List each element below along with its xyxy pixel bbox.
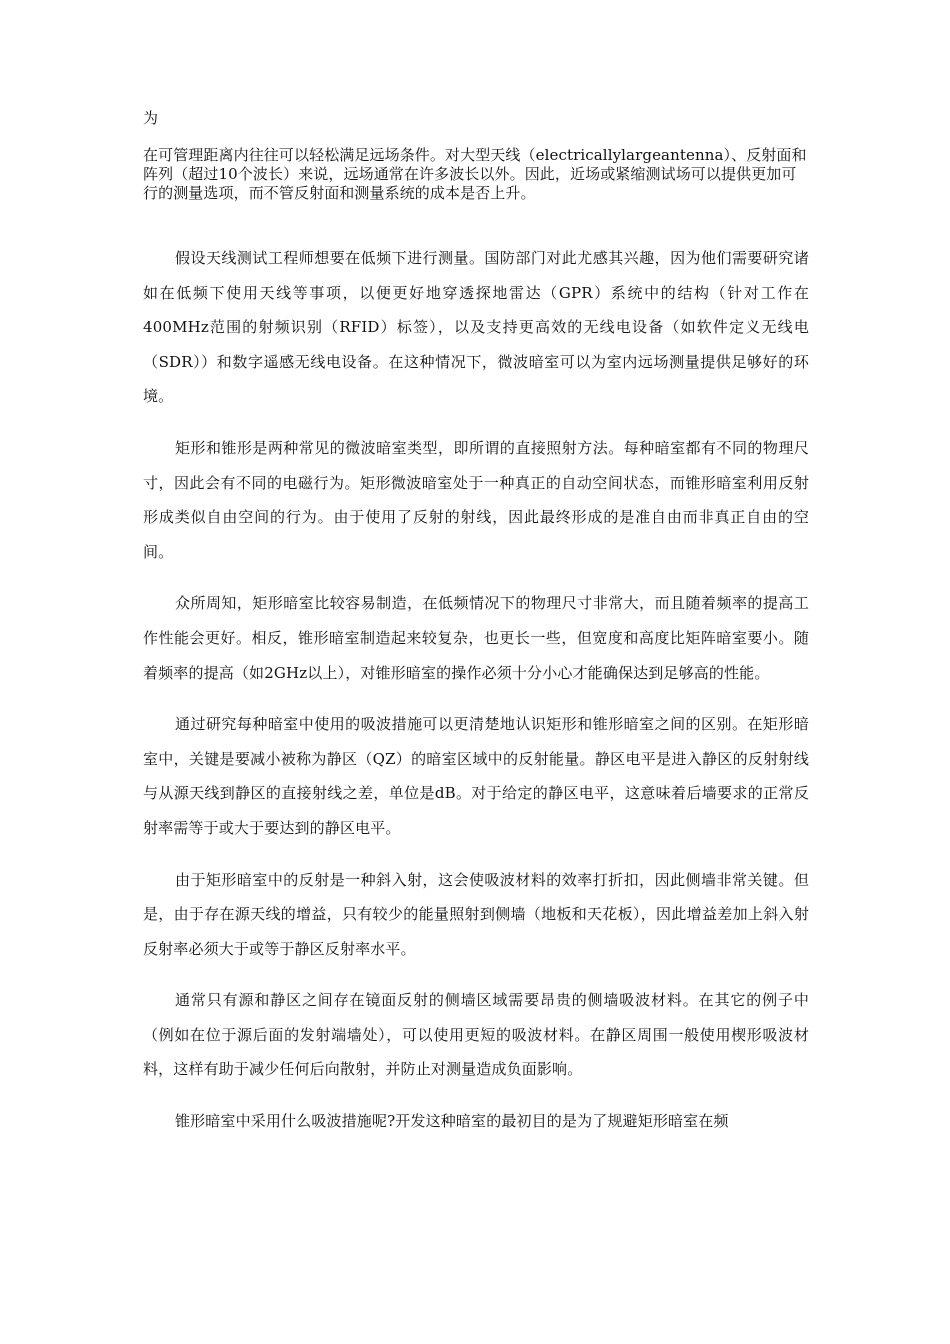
paragraph-chamber-types: 矩形和锥形是两种常见的微波暗室类型，即所谓的直接照射方法。每种暗室都有不同的物理尺寸，因此会有不同的电磁行为。矩形微波暗室处于一种真正的自动空间状态，而锥形暗室利用反射形成类似自由空间的行为。由于使用了反射的射线，因此最终形成的是准自由而非真正自由的空间。 xyxy=(143,438,809,561)
paragraph-side-walls: 由于矩形暗室中的反射是一种斜入射，这会使吸波材料的效率打折扣，因此侧墙非常关键。但是，由于存在源天线的增益，只有较少的能量照射到侧墙（地板和天花板），因此增益差加上斜入射反射率必须大于或等于静区反射率水平。 xyxy=(143,870,809,958)
paragraph-absorber-measures: 通过研究每种暗室中使用的吸波措施可以更清楚地认识矩形和锥形暗室之间的区别。在矩形暗室中，关键是要减小被称为静区（QZ）的暗室区域中的反射能量。静区电平是进入静区的反射射线与从源天线到静区的直接射线之差，单位是dB。对于给定的静区电平，这意味着后墙要求的正常反射率需等于或大于要达到的静区电平。 xyxy=(143,715,809,837)
paragraph-low-frequency: 假设天线测试工程师想要在低频下进行测量。国防部门对此尤感其兴趣，因为他们需要研究诸如在低频下使用天线等事项，以便更好地穿透探地雷达（GPR）系统中的结构（针对工作在400MHz范围的射频识别（RFID）标签），以及支持更高效的无线电设备（如软件定义无线电（SDR））和数字遥感无线电设备。在这种情况下，微波暗室可以为室内远场测量提供足够好的环境。 xyxy=(143,249,809,406)
paragraph-specular-regions: 通常只有源和静区之间存在镜面反射的侧墙区域需要昂贵的侧墙吸波材料。在其它的例子中（例如在位于源后面的发射端墙处），可以使用更短的吸波材料。在静区周围一般使用楔形吸波材料，这样有助于减少任何后向散射，并防止对测量造成负面影响。 xyxy=(143,991,809,1079)
body-text xyxy=(143,241,809,1156)
fragment-dense-paragraph: 在可管理距离内往往可以轻松满足远场条件。对大型天线（electricallylargeantenna）、反射面和阵列（超过10个波长）来说，远场通常在许多波长以外。因此，近场或紧缩测试场可以提供更加可行的测量选项，而不管反射面和测量系统的成本是否上升。 xyxy=(143,146,807,202)
paragraph-tapered-absorbers: 锥形暗室中采用什么吸波措施呢?开发这种暗室的最初目的是为了规避矩形暗室在频 xyxy=(175,1112,729,1131)
paragraph-rect-vs-tapered: 众所周知，矩形暗室比较容易制造，在低频情况下的物理尺寸非常大，而且随着频率的提高工作性能会更好。相反，锥形暗室制造起来较复杂，也更长一些，但宽度和高度比矩阵暗室要小。随着频率的提高（如2GHz以上），对锥形暗室的操作必须十分小心才能确保达到足够高的性能。 xyxy=(143,594,809,682)
fragment-top: 为 xyxy=(143,109,159,127)
